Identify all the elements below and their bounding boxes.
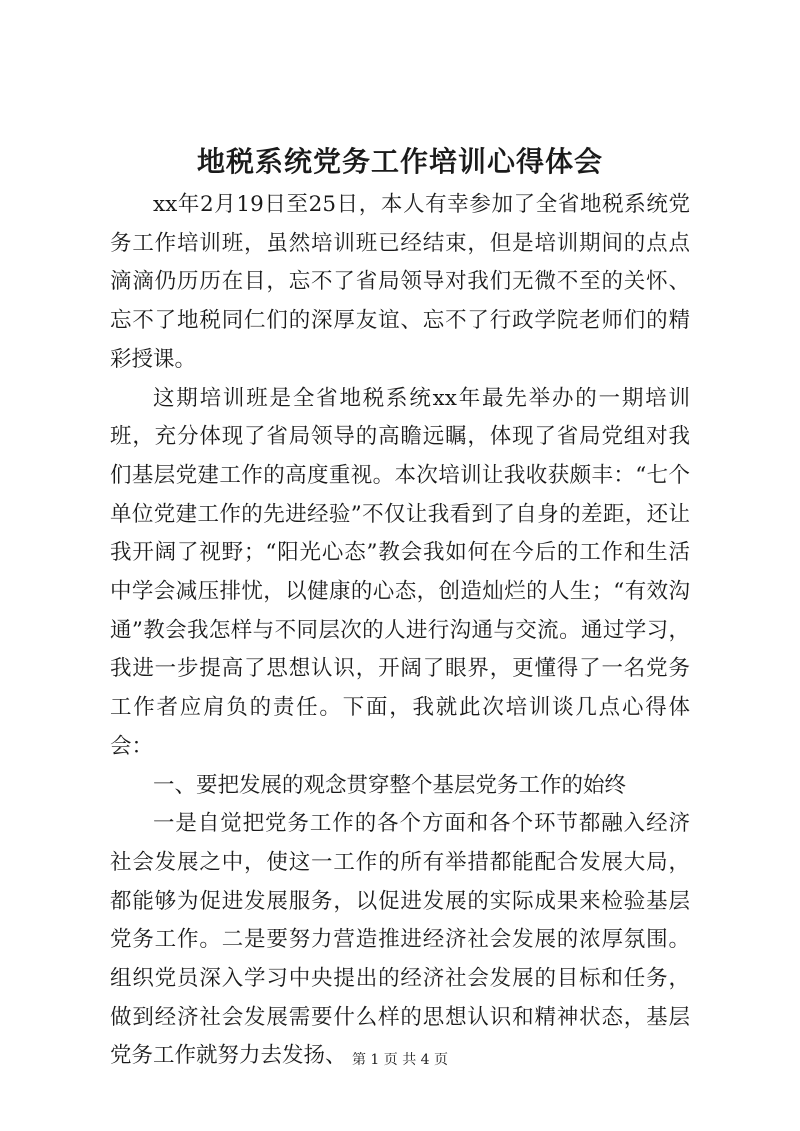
section-heading-1: 一、要把发展的观念贯穿整个基层党务工作的始终 — [153, 772, 627, 798]
page-footer: 第 1 页 共 4 页 — [351, 1052, 449, 1068]
paragraph-training-summary: 这期培训班是全省地税系统xx年最先举办的一期培训班，充分体现了省局领导的高瞻远瞩，体现了省局党组对我们基层党建工作的高度重视。本次培训让我收获颇丰：“七个单位党建工作的先进经验”不仅让我看到了自身的差距，还让我开阔了视野；“阳光心态”教会我如何在今后的工作和生活中学会减压排忧，以健康的心态，创造灿烂的人生；“有效沟通”教会我怎样与不同层次的人进行沟通与交流。通过学习，我进一步提高了思想认识，开阔了眼界，更懂得了一名党务工作者应肩负的责任。下面，我就此次培训谈几点心得体会： — [110, 385, 690, 759]
paragraph-intro: xx年2月19日至25日，本人有幸参加了全省地税系统党务工作培训班，虽然培训班已经结束，但是培训期间的点点滴滴仍历历在目，忘不了省局领导对我们无微不至的关怀、忘不了地税同仁们的深厚友谊、忘不了行政学院老师们的精彩授课。 — [110, 192, 690, 372]
document-body — [110, 186, 690, 1076]
document-title: 地税系统党务工作培训心得体会 — [196, 145, 603, 178]
paragraph-section-1-body: 一是自觉把党务工作的各个方面和各个环节都融入经济社会发展之中，使这一工作的所有举措都能配合发展大局，都能够为促进发展服务，以促进发展的实际成果来检验基层党务工作。二是要努力营造推进经济社会发展的浓厚氛围。组织党员深入学习中央提出的经济社会发展的目标和任务，做到经济社会发展需要什么样的思想认识和精神状态，基层党务工作就努力去发扬、 — [110, 811, 690, 1069]
